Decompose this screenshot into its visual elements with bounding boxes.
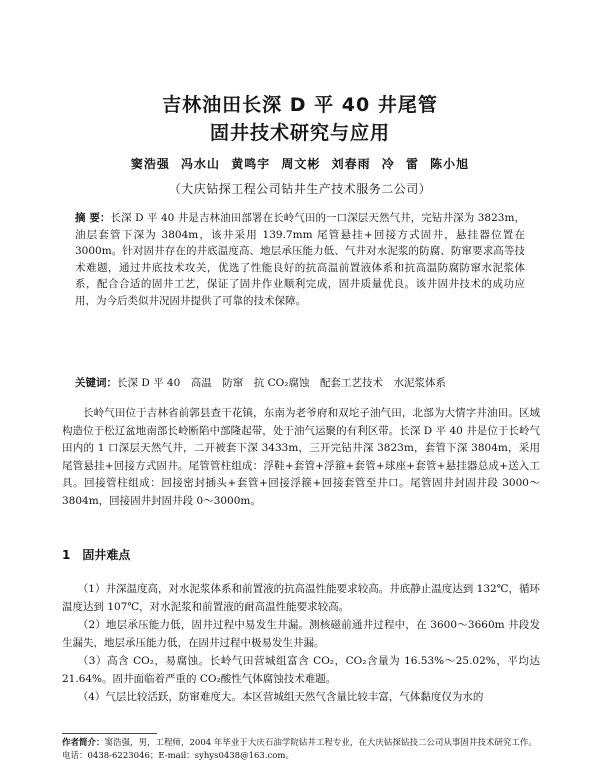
abstract-label: 摘 要： xyxy=(75,212,111,224)
list-item: （3）高含 CO₂，易腐蚀。长岭气田营城组富含 CO₂，CO₂含量为 16.53%～25.02%，平均达 21.64%。固井面临着严重的 CO₂酸性气体腐蚀技术难题。 xyxy=(62,655,540,685)
list-item: （2）地层承压能力低，固井过程中易发生井漏。测核磁前通井过程中，在 3600～3660m 井段发生漏失，地层承压能力低，在固井过程中极易发生井漏。 xyxy=(62,619,540,649)
list-item: （4）气层比较活跃，防窜难度大。本区营城组天然气含量比较丰富，气体黏度仅为水的 xyxy=(77,691,484,703)
keywords xyxy=(75,375,525,392)
paper-title-line-2: 固井技术研究与应用 xyxy=(209,122,390,144)
paper-title-line-1: 吉林油田长深 D 平 40 井尾管 xyxy=(162,94,438,116)
author-list: 窦浩强 冯水山 黄鸣宇 周文彬 刘春雨 冷 雷 陈小旭 xyxy=(130,157,470,171)
abstract-text: 长深 D 平 40 井是吉林油田部署在长岭气田的一口深层天然气井，完钻井深为 3823m，油层套管下深为 3804m，该井采用 139.7mm 尾管悬挂+回接方式固井，悬挂器位置在 3000m。针对固井存在的井底温度高、地层承压能力低、气井对水泥浆的防腐、防窜要求高等技术难题，通过井底技术攻关，优选了性能良好的抗高温前置液体系和抗高温防腐防窜水泥浆体系，配合合适的固井工艺，保证了固井作业顺利完成，固井质量优良。该井固井技术的成功应用，为今后类似井况固井提供了可靠的技术保障。 xyxy=(75,212,525,307)
list-item: （1）井深温度高，对水泥浆体系和前置液的抗高温性能要求较高。井底静止温度达到 132℃，循环温度达到 107℃，对水泥浆和前置液的耐高温性能要求较高。 xyxy=(62,583,540,613)
footnote xyxy=(62,737,540,763)
footnote-label: 作者简介： xyxy=(62,738,105,748)
footnote-text: 窦浩强，男，工程师，2004 年毕业于大庆石油学院钻井工程专业，在大庆钻探钻技二公司从事固井技术研究工作。电话：0438-6223046；E-mail：syhys0438@163.com。 xyxy=(62,738,537,761)
abstract xyxy=(75,210,525,309)
keywords-text: 长深 D 平 40 高温 防窜 抗 CO₂腐蚀 配套工艺技术 水泥浆体系 xyxy=(117,377,446,389)
affiliation: （大庆钻探工程公司钻井生产技术服务二公司） xyxy=(168,182,432,196)
introduction-paragraph: 长岭气田位于吉林省前郭县查干花镇，东南为老爷府和双坨子油气田，北部为大情字井油田。区域构造位于松辽盆地南部长岭断陷中部隆起带，处于油气运聚的有利区带。长深 D 平 40 井是位于长岭气田内的 1 口深层天然气井，二开被套下深 3433m，三开完钻井深 3823m，套管下深 3804m，采用尾管悬挂+回接方式固井。尾管管柱组成：浮鞋+套管+浮箍+套管+球座+套管+悬挂器总成+送入工具。回接管柱组成：回接密封插头+套管+回接浮箍+回接套管至井口。尾管固井封固井段 3000～3804m，回接固井封固井段 0～3000m。 xyxy=(62,407,540,507)
keywords-label: 关键词： xyxy=(75,377,117,389)
section-heading: 1 固井难点 xyxy=(62,548,131,562)
footnote-divider xyxy=(62,733,157,734)
difficulty-list xyxy=(62,580,540,706)
